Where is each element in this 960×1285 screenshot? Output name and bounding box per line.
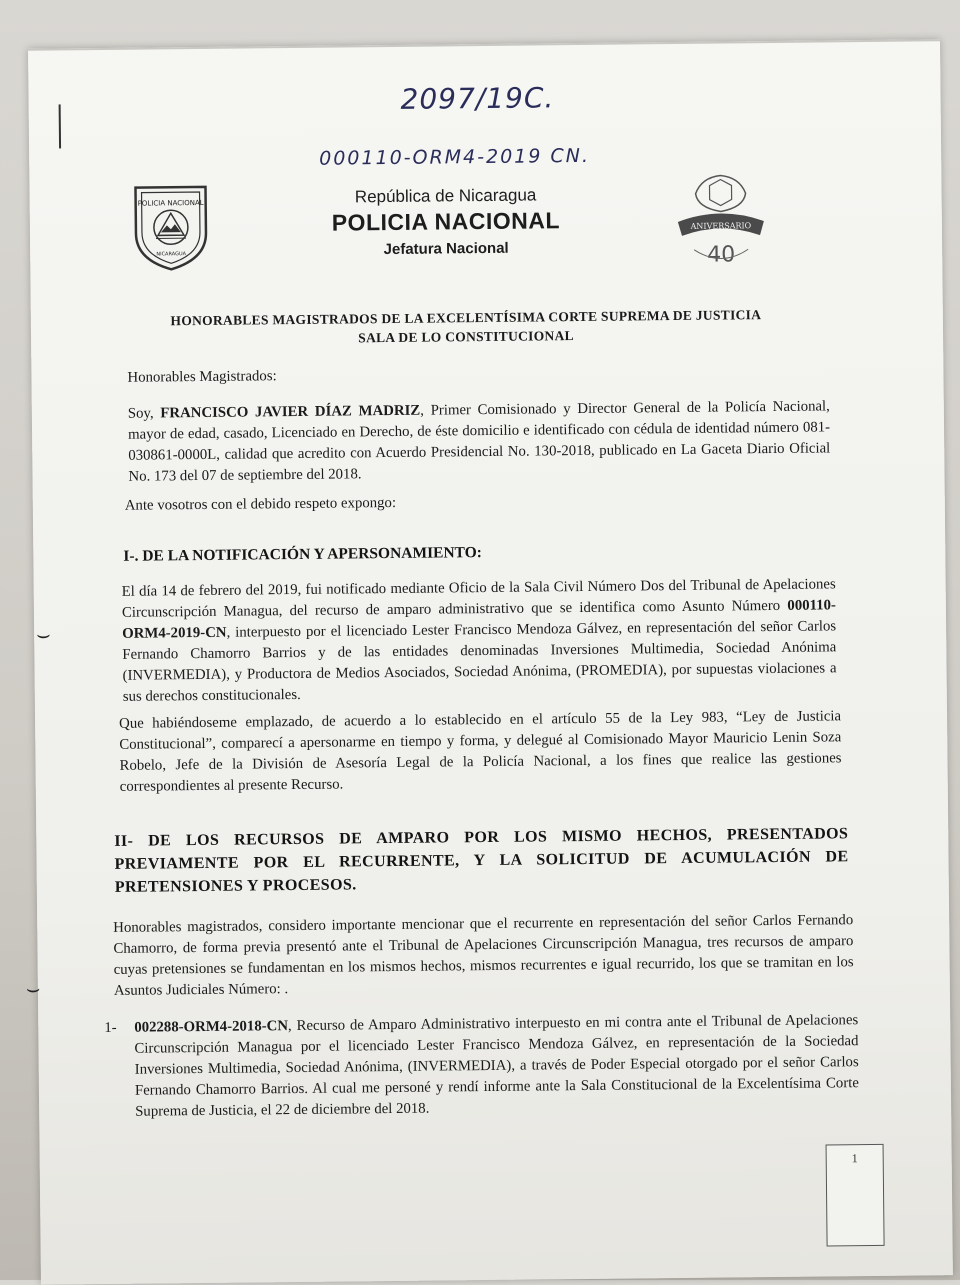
- seal-left-bottom-text: NICARAGUA: [156, 251, 186, 257]
- seal-right-text: ANIVERSARIO: [690, 221, 752, 231]
- section1-p1-start: El día 14 de febrero del 2019, fui notificado mediante Oficio de la Sala Civil Número Dos del Tribunal de Apelaciones Circunscripción Managua, del recurso de amparo administrativo que se identifica como Asunto Número: [122, 576, 836, 620]
- intro-text: , Primer Comisionado y Director General de la Policía Nacional, mayor de edad, casado, Licenciado en Derecho, de éste domicilio e identificado con cédula de identidad número 081-030861-0000L, calidad que acredito con Acuerdo Presidencial No. 130-2018, publicado en La Gaceta Diario Oficial No. 173 del 07 de septiembre del 2018.: [128, 398, 830, 484]
- document-title-line1: HONORABLES MAGISTRADOS DE LA EXCELENTÍSIMA CORTE SUPREMA DE JUSTICIA: [91, 306, 841, 330]
- section1-p1-end: , interpuesto por el licenciado Lester Francisco Mendoza Gálvez, en representación del señor Carlos Fernando Chamorro Barrios y de las entidades denominadas Inversiones Multimedia, Sociedad Anónima (INVERMEDIA), y Productora de Medios Asociados, Sociedad Anónima, (PROMEDIA), por supuestas violaciones a sus derechos constitucionales.: [122, 618, 836, 704]
- case-number: 000110-ORM4-2019-CN: [122, 597, 836, 641]
- handwritten-reference-top: 2097/19C.: [400, 81, 554, 116]
- document-title-line2: SALA DE LO CONSTITUCIONAL: [91, 325, 841, 349]
- intro-lead: Soy,: [128, 405, 161, 421]
- section1-paragraph2: Que habiéndoseme emplazado, de acuerdo a lo establecido en el artículo 55 de la Ley 983, “Ley de Justicia Constitucional”, comparecí a apersonarme en tiempo y forma, y delegué al Comisionado Mayor Mauricio Lenin Soza Robelo, Jefe de la División de Asesoría Legal de la Policía Nacional, a los fines que realice las gestiones correspondientes al presente Recurso.: [119, 706, 842, 798]
- section2-paragraph1: Honorables magistrados, considero importante mencionar que el recurrente en representación del señor Carlos Fernando Chamorro, de forma previa presentó ante el Tribunal de Apelaciones Circunscripción Managua, tres recursos de amparo cuyas pretensiones se fundamentan en los mismos hechos, mismos recurrentes e igual recurrido, los que se tramitan en los Asuntos Judiciales Número: .: [113, 910, 854, 1002]
- intro-paragraph: [128, 396, 831, 487]
- page-number: 1: [827, 1151, 883, 1167]
- margin-tick-2: ⌣: [26, 977, 41, 1002]
- section1-heading: I-. DE LA NOTIFICACIÓN Y APERSONAMIENTO:: [123, 544, 482, 566]
- letterhead-office: Jefatura Nacional: [0, 236, 902, 263]
- section2-heading: II- DE LOS RECURSOS DE AMPARO POR LOS MISMO HECHOS, PRESENTADOS PREVIAMENTE POR EL RECURRENTE, Y LA SOLICITUD DE ACUMULACIÓN DE PRETENSIONES Y PROCESOS.: [114, 822, 849, 899]
- salutation: Honorables Magistrados:: [127, 360, 827, 388]
- margin-mark: [59, 104, 61, 148]
- seal-left-top-text: POLICIA NACIONAL: [138, 199, 204, 208]
- letterhead-institution: POLICIA NACIONAL: [0, 204, 902, 241]
- section1-paragraph1: [122, 574, 837, 707]
- item1-number: 1-: [104, 1018, 144, 1039]
- handwritten-reference-case: 000110-ORM4-2019 CN.: [319, 145, 590, 170]
- page-number-box: [826, 1144, 885, 1247]
- item1-paragraph: [134, 1010, 859, 1123]
- item1-text: , Recurso de Amparo Administrativo interpuesto en mi contra ante el Tribunal de Apelaciones Circunscripción Managua por el licenciado Lester Francisco Mendoza Gálvez, en representación de la Sociedad Inversiones Multimedia, Sociedad Anónima, (INVERMEDIA), a través de Poder Especial otorgado por el señor Carlos Fernando Chamorro Barrios. Al cual me personé y rendí informe ante la Sala Constitucional de la Excelentísima Corte Suprema de Justicia, el 22 de diciembre del 2018.: [134, 1012, 859, 1120]
- document-page: [28, 39, 953, 1284]
- seal-right-number: 40: [707, 242, 735, 267]
- expongo-line: Ante vosotros con el debido respeto expongo:: [125, 488, 825, 516]
- margin-tick: ⌣: [36, 623, 51, 648]
- letterhead-country: República de Nicaragua: [0, 182, 902, 212]
- anniversary-seal-logo: [673, 171, 768, 272]
- signatory-name: FRANCISCO JAVIER DÍAZ MADRIZ: [160, 403, 420, 422]
- item1-case-number: 002288-ORM4-2018-CN: [134, 1018, 288, 1036]
